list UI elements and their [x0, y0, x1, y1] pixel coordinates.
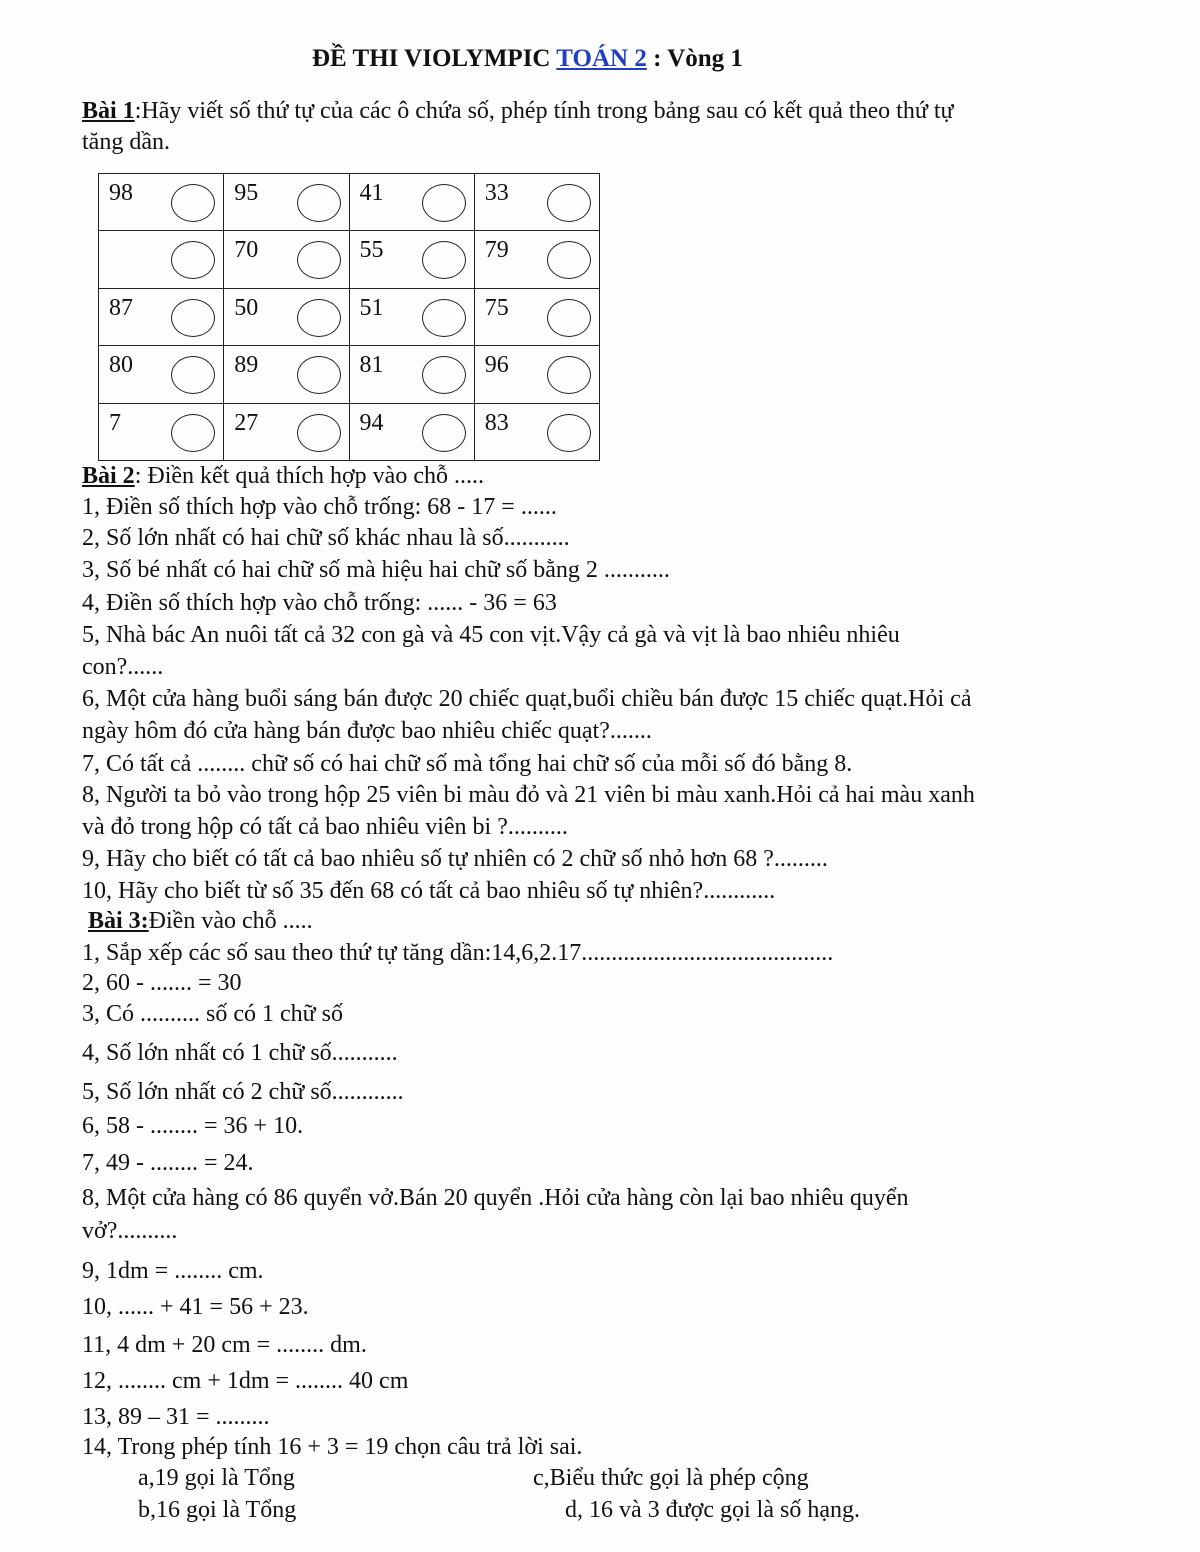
bai2-question-line: 4, Điền số thích hợp vào chỗ trống: ...... - 36 = 63	[82, 590, 557, 616]
answer-circle[interactable]	[422, 299, 466, 337]
bai3-question-line: 10, ...... + 41 = 56 + 23.	[82, 1294, 309, 1320]
bai3-question-line: 9, 1dm = ........ cm.	[82, 1258, 264, 1284]
grid-cell	[349, 403, 474, 460]
bai3-question-line: 2, 60 - ....... = 30	[82, 970, 242, 996]
grid-cell-number: 96	[484, 352, 509, 379]
answer-circle[interactable]	[547, 356, 591, 394]
grid-cell-number: 7	[109, 409, 121, 436]
answer-circle[interactable]	[297, 184, 341, 222]
bai2-question-line: 3, Số bé nhất có hai chữ số mà hiệu hai chữ số bằng 2 ...........	[82, 557, 670, 583]
bai3-question-line: 13, 89 – 31 = .........	[82, 1404, 270, 1430]
grid-cell	[349, 231, 474, 288]
bai3-question-line: 6, 58 - ........ = 36 + 10.	[82, 1113, 304, 1139]
grid-cell	[474, 288, 599, 345]
bai2-question-line: 7, Có tất cả ........ chữ số có hai chữ số mà tổng hai chữ số của mỗi số đó bằng 8.	[82, 751, 853, 777]
number-grid	[98, 173, 600, 461]
bai3-question-line: 11, 4 dm + 20 cm = ........ dm.	[82, 1332, 367, 1358]
grid-cell	[224, 288, 349, 345]
bai3-question-line: 12, ........ cm + 1dm = ........ 40 cm	[82, 1368, 409, 1394]
answer-circle[interactable]	[171, 241, 215, 279]
grid-row	[99, 346, 600, 403]
grid-cell	[224, 174, 349, 231]
answer-circle[interactable]	[171, 184, 215, 222]
grid-cell-number: 79	[484, 237, 509, 264]
bai2-question-line: 2, Số lớn nhất có hai chữ số khác nhau là số...........	[82, 525, 570, 551]
choice-d: d, 16 và 3 được gọi là số hạng.	[565, 1497, 860, 1523]
bai2-question-line: ngày hôm đó cửa hàng bán được bao nhiêu chiếc quạt?.......	[82, 718, 652, 744]
answer-circle[interactable]	[547, 299, 591, 337]
bai2-question-line: con?......	[82, 654, 164, 680]
answer-circle[interactable]	[547, 414, 591, 452]
grid-cell	[224, 346, 349, 403]
grid-cell-number: 80	[109, 352, 133, 379]
grid-row	[99, 403, 600, 460]
grid-cell-number: 75	[484, 294, 509, 321]
title-suffix: : Vòng 1	[646, 45, 743, 72]
grid-cell	[474, 231, 599, 288]
grid-cell-number: 98	[109, 180, 133, 206]
bai3-question-line: 14, Trong phép tính 16 + 3 = 19 chọn câu trả lời sai.	[82, 1434, 583, 1460]
bai2-heading	[82, 461, 484, 491]
grid-cell-number: 70	[234, 237, 259, 264]
bai1-line2: tăng dần.	[82, 129, 170, 155]
answer-circle[interactable]	[422, 356, 466, 394]
answer-circle[interactable]	[297, 241, 341, 279]
grid-cell	[99, 174, 224, 231]
bai3-question-line: 1, Sắp xếp các số sau theo thứ tự tăng dần:14,6,2.17..........................................	[82, 940, 834, 966]
bai3-heading-text: Điền vào chỗ .....	[148, 908, 313, 934]
answer-circle[interactable]	[171, 414, 215, 452]
grid-cell-number: 33	[484, 180, 509, 206]
bai1-line1: :Hãy viết số thứ tự của các ô chứa số, phép tính trong bảng sau có kết quả theo thứ tự	[134, 98, 954, 124]
answer-circle[interactable]	[547, 184, 591, 222]
bai2-question-line: 1, Điền số thích hợp vào chỗ trống: 68 - 17 = ......	[82, 494, 557, 520]
answer-circle[interactable]	[422, 414, 466, 452]
grid-cell-number: 83	[484, 409, 509, 436]
choice-c: c,Biểu thức gọi là phép cộng	[533, 1465, 809, 1491]
grid-cell-number: 81	[359, 352, 384, 379]
grid-cell-number: 50	[234, 294, 259, 321]
bai3-question-line: 5, Số lớn nhất có 2 chữ số............	[82, 1079, 404, 1105]
bai3-question-line: vở?..........	[82, 1218, 178, 1244]
answer-circle[interactable]	[422, 184, 466, 222]
grid-cell	[99, 288, 224, 345]
bai3-question-line: 8, Một cửa hàng có 86 quyển vở.Bán 20 quyển .Hỏi cửa hàng còn lại bao nhiêu quyển	[82, 1185, 909, 1211]
bai2-question-line: 6, Một cửa hàng buổi sáng bán được 20 chiếc quạt,buổi chiều bán được 15 chiếc quạt.Hỏi cả	[82, 686, 972, 712]
grid-cell	[349, 174, 474, 231]
bai2-question-line: 10, Hãy cho biết từ số 35 đến 68 có tất cả bao nhiêu số tự nhiên?............	[82, 878, 776, 904]
bai3-question-line: 3, Có .......... số có 1 chữ số	[82, 1001, 343, 1027]
grid-cell	[224, 231, 349, 288]
title-subject-link[interactable]: TOÁN 2	[556, 45, 647, 72]
answer-circle[interactable]	[171, 299, 215, 337]
answer-circle[interactable]	[547, 241, 591, 279]
grid-cell-number: 41	[359, 180, 384, 206]
answer-circle[interactable]	[297, 356, 341, 394]
answer-circle[interactable]	[297, 299, 341, 337]
grid-row	[99, 174, 600, 231]
answer-circle[interactable]	[171, 356, 215, 394]
grid-cell	[349, 288, 474, 345]
bai3-question-line: 4, Số lớn nhất có 1 chữ số...........	[82, 1040, 398, 1066]
bai2-question-line: 8, Người ta bỏ vào trong hộp 25 viên bi màu đỏ và 21 viên bi màu xanh.Hỏi cả hai màu xanh	[82, 782, 975, 808]
bai2-question-line: 9, Hãy cho biết có tất cả bao nhiêu số tự nhiên có 2 chữ số nhỏ hơn 68 ?.........	[82, 846, 828, 872]
bai2-heading-text: : Điền kết quả thích hợp vào chỗ .....	[134, 463, 484, 489]
grid-cell	[474, 346, 599, 403]
grid-cell	[349, 346, 474, 403]
bai3-heading	[88, 906, 313, 936]
choice-a: a,19 gọi là Tổng	[138, 1465, 295, 1491]
grid-cell-number: 89	[234, 352, 259, 379]
grid-cell	[474, 403, 599, 460]
bai1-label: Bài 1	[82, 98, 135, 124]
bai3-question-line: 7, 49 - ........ = 24.	[82, 1150, 254, 1176]
title-prefix: ĐỀ THI VIOLYMPIC	[312, 45, 557, 72]
bai1-instruction	[82, 96, 954, 126]
grid-cell-number: 55	[359, 237, 384, 264]
bai2-question-line: và đỏ trong hộp có tất cả bao nhiêu viên bi ?..........	[82, 814, 568, 840]
grid-cell	[224, 403, 349, 460]
bai2-label: Bài 2	[82, 463, 135, 489]
grid-row	[99, 231, 600, 288]
grid-cell	[99, 346, 224, 403]
grid-cell	[99, 231, 224, 288]
grid-cell-number: 94	[359, 409, 384, 436]
bai2-question-line: 5, Nhà bác An nuôi tất cả 32 con gà và 45 con vịt.Vậy cả gà và vịt là bao nhiêu nhiêu	[82, 622, 900, 648]
choice-b: b,16 gọi là Tổng	[138, 1497, 297, 1523]
answer-circle[interactable]	[297, 414, 341, 452]
grid-cell-number: 27	[234, 409, 259, 436]
grid-cell-number: 95	[234, 180, 259, 206]
answer-circle[interactable]	[422, 241, 466, 279]
grid-cell-number: 51	[359, 294, 384, 321]
page-title	[312, 44, 743, 74]
grid-row	[99, 288, 600, 345]
grid-cell	[474, 174, 599, 231]
grid-cell	[99, 403, 224, 460]
bai3-label: Bài 3:	[88, 908, 149, 934]
grid-cell-number: 87	[109, 294, 133, 321]
